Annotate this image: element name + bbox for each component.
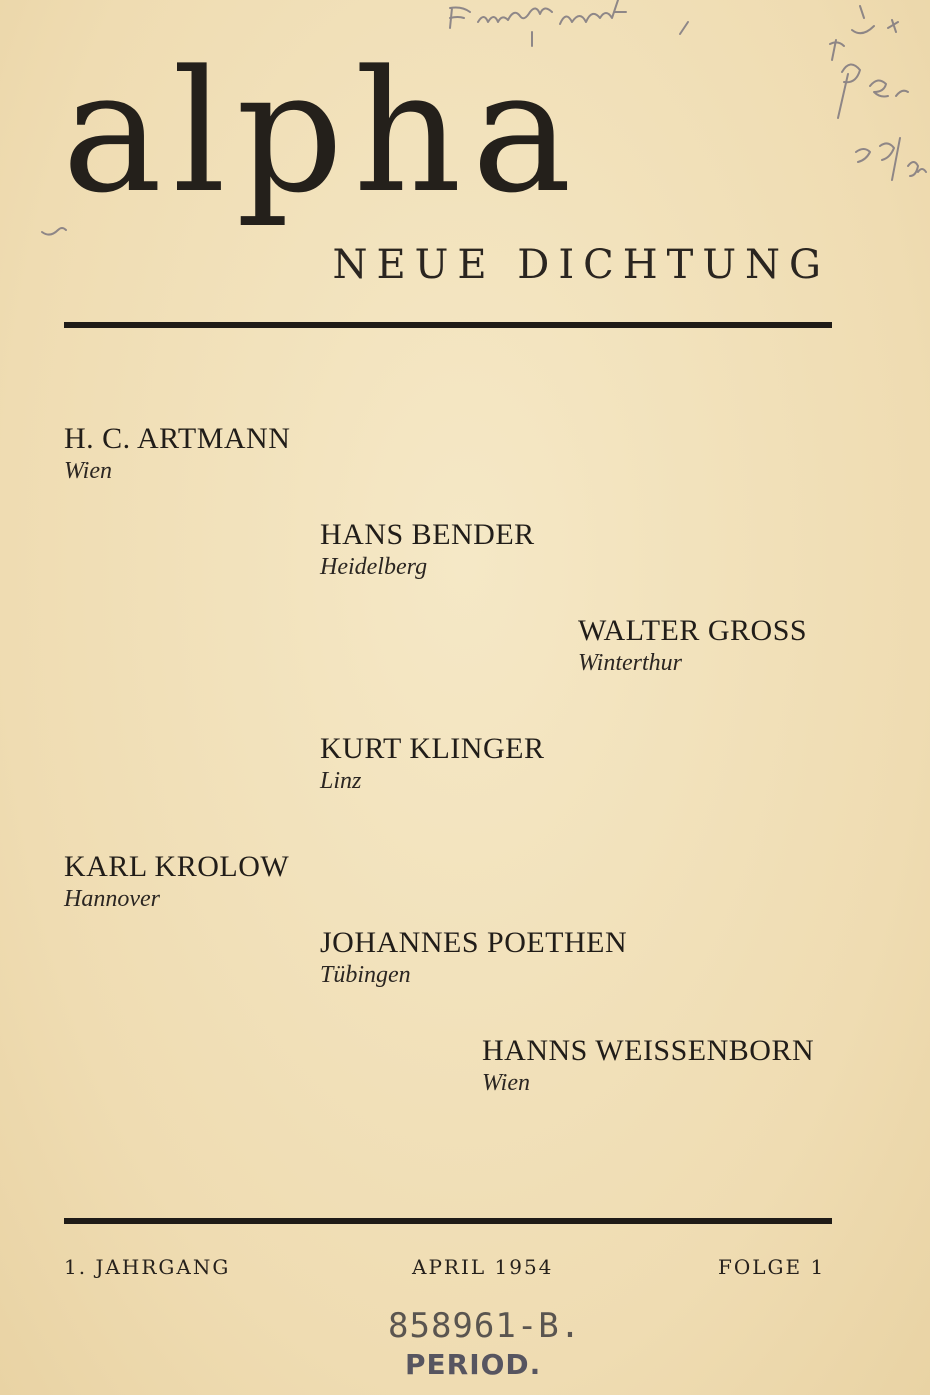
author-city: Heidelberg <box>320 554 428 580</box>
author-city: Wien <box>482 1070 530 1096</box>
author-poethen <box>320 926 627 990</box>
author-city: Wien <box>64 458 112 484</box>
author-name: HANNS WEISSENBORN <box>482 1034 815 1067</box>
author-city: Hannover <box>64 886 160 912</box>
footer-issue: FOLGE 1 <box>718 1255 826 1279</box>
author-name: HANS BENDER <box>320 518 535 551</box>
library-stamp-period: PERIOD. <box>405 1348 542 1381</box>
top-rule-divider <box>64 322 832 328</box>
author-city: Tübingen <box>320 962 411 988</box>
author-klinger <box>320 732 544 796</box>
author-name: KARL KROLOW <box>64 850 290 883</box>
author-gross <box>578 614 807 678</box>
author-bender <box>320 518 535 582</box>
author-name: H. C. ARTMANN <box>64 422 291 455</box>
library-stamp-number: 858961-B. <box>388 1306 582 1346</box>
author-name: JOHANNES POETHEN <box>320 926 628 959</box>
author-name: WALTER GROSS <box>578 614 808 647</box>
author-city: Winterthur <box>578 650 683 676</box>
magazine-subtitle: NEUE DICHTUNG <box>332 242 830 288</box>
magazine-title: alpha <box>62 34 582 230</box>
author-name: KURT KLINGER <box>320 732 545 765</box>
author-weissenborn <box>482 1034 814 1098</box>
footer-volume: 1. JAHRGANG <box>64 1255 231 1279</box>
author-artmann <box>64 422 290 486</box>
footer-date: APRIL 1954 <box>412 1255 554 1279</box>
bottom-rule-divider <box>64 1218 832 1224</box>
author-krolow <box>64 850 289 914</box>
author-city: Linz <box>320 768 362 794</box>
